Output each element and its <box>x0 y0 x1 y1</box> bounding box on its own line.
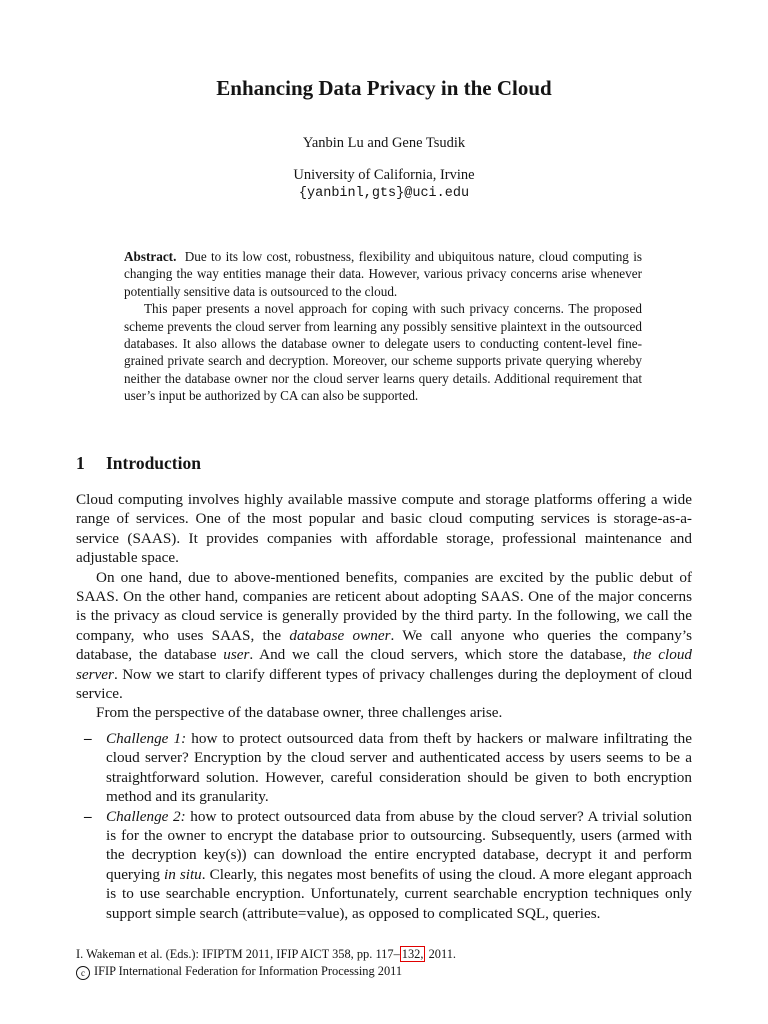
term-user: user <box>223 646 250 664</box>
page-footer <box>76 946 692 980</box>
challenge-text: how to protect outsourced data from abuse by the cloud server? A trivial solution is for the owner to encrypt the database prior to outsourcing. Subsequently, users (armed with the decryption key(s)) can download the entire encrypted database, decrypt it and perform querying <box>106 807 692 883</box>
footer-citation: I. Wakeman et al. (Eds.): IFIPTM 2011, IFIP AICT 358, pp. 117– 132, 2011. <box>76 947 456 961</box>
term-in-situ: in situ <box>164 865 202 883</box>
paper-title: Enhancing Data Privacy in the Cloud <box>216 76 552 100</box>
page-range-link[interactable]: 132, <box>401 947 424 961</box>
abstract-label: Abstract. <box>124 249 177 264</box>
term-database-owner: database owner <box>289 626 391 644</box>
section-title: Introduction <box>106 453 201 473</box>
abstract-text-1: Due to its low cost, robustness, flexibility and ubiquitous nature, cloud computing is changing the way entities manage their data. However, various privacy concerns arise whenever potentially sensitive data is outsourced to the cloud. <box>124 249 642 299</box>
challenge-list <box>76 729 692 923</box>
challenge-item-2: – Challenge 2: how to protect outsourced data from abuse by the cloud server? A trivial solution is for the owner to encrypt the database prior to outsourcing. Subsequently, users (armed with the decryption key(s)) can download the entire encrypted database, decrypt it and perform querying in situ. Clearly, this negates most benefits of using the cloud. A more elegant approach is to use searchable encryption. Unfortunately, current searchable encryption techniques only support simple search (attribute=value), as opposed to complicated SQL, queries. <box>84 807 692 922</box>
intro-paragraph-3: From the perspective of the database owner, three challenges arise. <box>96 704 503 722</box>
abstract-paragraph-2: This paper presents a novel approach for coping with such privacy concerns. The proposed scheme prevents the cloud server from learning any possibly sensitive plaintext in the outsourced databases. It also allows the database owner to delegate users to conducting content-level fine-grained private search and decryption. Moreover, our scheme supports private querying whereby neither the database owner nor the cloud server learns query details. Additional requirement that user’s input be authorized by CA can also be supported. <box>124 301 642 404</box>
challenge-label: Challenge 2: <box>106 807 186 825</box>
paper-authors: Yanbin Lu and Gene Tsudik <box>302 135 466 151</box>
paper-affiliation: University of California, Irvine <box>293 167 475 183</box>
list-dash: – <box>84 807 92 825</box>
intro-paragraph-2: On one hand, due to above-mentioned benefits, companies are excited by the public debut of SAAS. On the other hand, companies are reticent about adopting SAAS. One of the major concerns is the privacy as cloud service is generally provided by the third party. In the following, we call the company, who uses SAAS, the database owner. We call anyone who queries the company’s database, the database user. And we call the cloud servers, which store the database, the cloud server. Now we start to clarify different types of privacy challenges during the deployment of cloud service. <box>76 568 693 703</box>
challenge-label: Challenge 1: <box>106 729 187 747</box>
section-heading-introduction <box>76 451 201 475</box>
footer-copyright: c IFIP International Federation for Information Processing 2011 <box>76 963 692 980</box>
introduction-body <box>76 490 692 923</box>
list-dash: – <box>84 729 92 747</box>
abstract-block <box>124 248 642 405</box>
section-number: 1 <box>76 453 85 473</box>
abstract-paragraph-1 <box>124 248 642 300</box>
term-cloud-server: the cloud server <box>76 646 693 683</box>
intro-paragraph-1: Cloud computing involves highly available massive compute and storage platforms offering a wide range of services. One of the most popular and basic cloud computing services is storage-as-a-service (SAAS). It provides companies with affordable storage, professional maintenance and adjustable space. <box>76 491 692 567</box>
challenge-item-1 <box>84 729 692 807</box>
copyright-icon: c <box>76 966 90 980</box>
paper-email: {yanbinl,gts}@uci.edu <box>298 186 470 201</box>
challenge-text: how to protect outsourced data from theft by hackers or malware infiltrating the cloud server? Encryption by the cloud server and authenticated access by users seems to be a straightforward solution. However, careful consideration should be given to both encryption method and its granularity. <box>106 729 692 806</box>
